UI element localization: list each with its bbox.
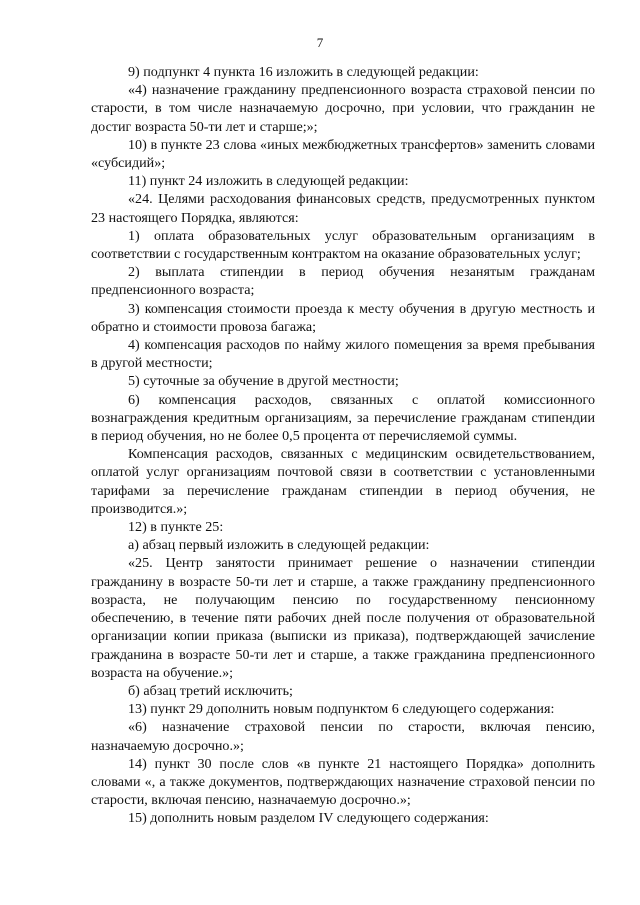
paragraph: 1) оплата образовательных услуг образовательным организациям в соответствии с государственным контрактом на оказание образовательных услуг;: [91, 227, 595, 263]
paragraph: «4) назначение гражданину предпенсионного возраста страховой пенсии по старости, в том числе назначаемую досрочно, при условии, что гражданин не достиг возраста 50-ти лет и старше;»;: [91, 82, 595, 135]
paragraph: 6) компенсация расходов, связанных с оплатой комиссионного вознаграждения кредитным организациям, за перечисление гражданам стипендии в период обучения, но не более 0,5 процента от перечисляемой суммы.: [91, 391, 595, 445]
paragraph: 3) компенсация стоимости проезда к месту обучения в другую местность и обратно и стоимости провоза багажа;: [91, 300, 595, 335]
paragraph: «24. Целями расходования финансовых средств, предусмотренных пунктом 23 настоящего Порядка, являются:: [91, 191, 595, 226]
paragraph: «25. Центр занятости принимает решение о назначении стипендии гражданину в возрасте 50-ти лет и старше, а также гражданину предпенсионного возраста, не получающим пенсию по государственному пенсионному обеспечению, в течение пяти рабочих дней после получения от образовательной организации копии приказа (выписки из приказа), подтверждающей зачисление гражданина в возрасте 50-ти лет и старше, а также гражданина предпенсионного возраста на обучение.»;: [91, 555, 595, 681]
page-number: 7: [316, 35, 324, 50]
paragraph: 12) в пункте 25:: [128, 519, 224, 536]
paragraph: 14) пункт 30 после слов «в пункте 21 настоящего Порядка» дополнить словами «, а также документов, подтверждающих назначение страховой пенсии по старости, включая пенсию, назначаемую досрочно.»;: [91, 755, 595, 809]
paragraph: 5) суточные за обучение в другой местности;: [128, 373, 399, 390]
paragraph: 9) подпункт 4 пункта 16 изложить в следующей редакции:: [128, 64, 479, 80]
paragraph: 4) компенсация расходов по найму жилого помещения за время пребывания в другой местности;: [91, 337, 595, 372]
paragraph: а) абзац первый изложить в следующей редакции:: [128, 537, 430, 554]
document-body: [91, 63, 595, 828]
paragraph: Компенсация расходов, связанных с медицинским освидетельствованием, оплатой услуг организациям почтовой связи в соответствии с установленными тарифами за перечисление гражданам стипендии в период обучения, не производится.»;: [91, 446, 595, 517]
paragraph: б) абзац третий исключить;: [128, 682, 293, 699]
paragraph: 15) дополнить новым разделом IV следующего содержания:: [128, 810, 489, 827]
paragraph: 11) пункт 24 изложить в следующей редакции:: [128, 173, 409, 190]
paragraph: 2) выплата стипендии в период обучения незанятым гражданам предпенсионного возраста;: [91, 264, 595, 299]
paragraph: 10) в пункте 23 слова «иных межбюджетных трансфертов» заменить словами «субсидий»;: [91, 136, 595, 172]
paragraph: 13) пункт 29 дополнить новым подпунктом 6 следующего содержания:: [128, 701, 555, 718]
paragraph: «6) назначение страховой пенсии по старости, включая пенсию, назначаемую досрочно.»;: [91, 719, 595, 754]
